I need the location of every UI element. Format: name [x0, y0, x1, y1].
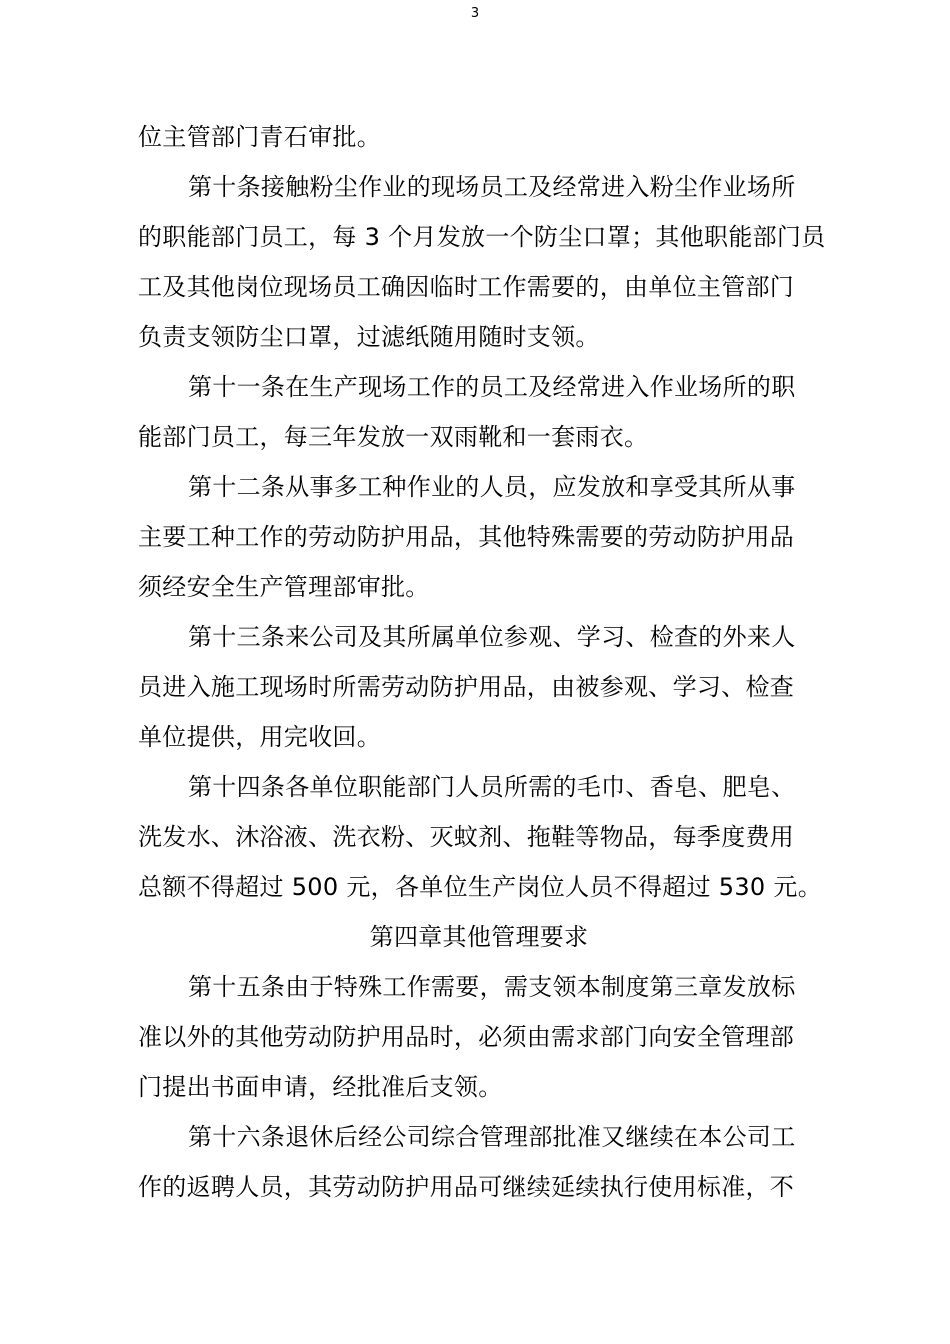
text-line: 能部门员工，每三年发放一双雨靴和一套雨衣。	[138, 423, 649, 451]
text-line: 门提出书面申请，经批准后支领。	[138, 1073, 503, 1101]
article-15-start: 第十五条由于特殊工作需要，需支领本制度第三章发放标	[188, 973, 796, 1001]
text-line: 位主管部门青石审批。	[138, 123, 381, 151]
text-line: 单位提供，用完收回。	[138, 723, 381, 751]
article-12-start: 第十二条从事多工种作业的人员，应发放和享受其所从事	[188, 473, 796, 501]
text-line: 工及其他岗位现场员工确因临时工作需要的，由单位主管部门	[138, 273, 795, 301]
article-11-start: 第十一条在生产现场工作的员工及经常进入作业场所的职	[188, 373, 796, 401]
document-body	[138, 112, 826, 1212]
article-10-start: 第十条接触粉尘作业的现场员工及经常进入粉尘作业场所	[188, 173, 796, 201]
text-line: 主要工种工作的劳动防护用品，其他特殊需要的劳动防护用品	[138, 523, 795, 551]
text-line: 员进入施工现场时所需劳动防护用品，由被参观、学习、检查	[138, 673, 795, 701]
text-line: 的职能部门员工，每 3 个月发放一个防尘口罩；其他职能部门员	[138, 223, 826, 251]
text-line: 负责支领防尘口罩，过滤纸随用随时支领。	[138, 323, 600, 351]
article-14-start: 第十四条各单位职能部门人员所需的毛巾、香皂、肥皂、	[188, 773, 796, 801]
article-13-start: 第十三条来公司及其所属单位参观、学习、检查的外来人	[188, 623, 796, 651]
chapter-heading: 第四章其他管理要求	[369, 923, 589, 951]
page-number: 3	[470, 6, 480, 21]
text-line: 洗发水、沐浴液、洗衣粉、灭蚊剂、拖鞋等物品，每季度费用	[138, 823, 795, 851]
article-16-start: 第十六条退休后经公司综合管理部批准又继续在本公司工	[188, 1123, 796, 1151]
text-line: 准以外的其他劳动防护用品时，必须由需求部门向安全管理部	[138, 1023, 795, 1051]
text-line: 须经安全生产管理部审批。	[138, 573, 430, 601]
text-line: 总额不得超过 500 元，各单位生产岗位人员不得超过 530 元。	[138, 873, 823, 901]
text-line: 作的返聘人员，其劳动防护用品可继续延续执行使用标准，不	[138, 1173, 795, 1201]
